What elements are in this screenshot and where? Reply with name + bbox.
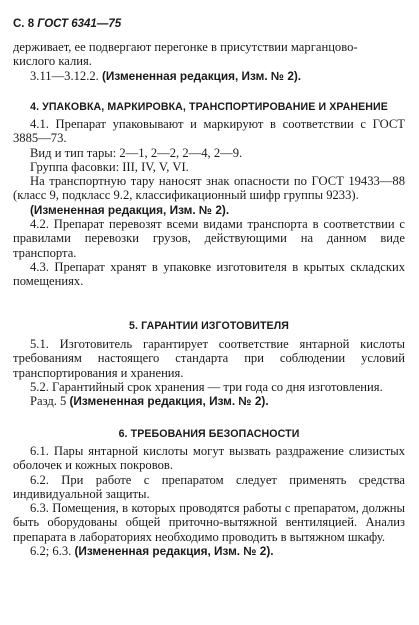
section-title: 5. ГАРАНТИИ ИЗГОТОВИТЕЛЯ [129, 320, 289, 332]
transport-mark: На транспортную тару наносят знак опасности по ГОСТ 19433—88 (класс 9, подкласс 9.2, классификационный шифр группы 9233). [13, 174, 405, 203]
page-number: С. 8 [13, 18, 35, 30]
amendment-label: (Измененная редакция, Изм. № 2). [74, 544, 274, 559]
section-title: 4. УПАКОВКА, МАРКИРОВКА, ТРАНСПОРТИРОВАНИЕ И ХРАНЕНИЕ [30, 101, 388, 113]
clause-5-2: 5.2. Гарантийный срок хранения — три года со дня изготовления. [30, 379, 383, 394]
clause-4-3: 4.3. Препарат хранят в упаковке изготовителя в крытых складских помещениях. [13, 259, 405, 289]
section-5-body [13, 337, 405, 408]
clause-ref: Разд. 5 [30, 394, 67, 409]
section-4-body [13, 117, 405, 289]
packing-group: Группа фасовки: III, IV, V, VI. [30, 159, 189, 174]
standard-code: ГОСТ 6341—75 [37, 18, 122, 30]
clause-ref: 3.11—3.12.2. [30, 68, 99, 83]
clause-4-2: 4.2. Препарат перевозят всеми видами транспорта в соответствии с правилами перевозки грузов, действующими на данном виде транспорта. [13, 217, 405, 260]
amendment-note [13, 394, 405, 408]
amendment-note: (Измененная редакция, Изм. № 2). [30, 202, 230, 217]
amendment-note [13, 544, 405, 558]
clause-6-3: 6.3. Помещения, в которых проводятся работы с препаратом, должны быть оборудованы общей приточно-вытяжной вентиляцией. Анализ препарата в лабораториях необходимо проводить в вытяжном шкафу. [13, 501, 405, 544]
section-6-body [13, 444, 405, 558]
clause-ref: 6.2; 6.3. [30, 544, 72, 559]
amendment-label: (Измененная редакция, Изм. № 2). [69, 394, 269, 409]
intro-line: держивает, ее подвергают перегонке в присутствии марганцово- [13, 40, 358, 54]
clause-6-2: 6.2. При работе с препаратом следует применять средства индивидуальной защиты. [13, 472, 405, 501]
running-header [13, 18, 121, 30]
clause-5-1: 5.1. Изготовитель гарантирует соответствие янтарной кислоты требованиям настоящего стандарта при соблюдении условий транспортирования и хранения. [13, 337, 405, 380]
amendment-label: (Измененная редакция, Изм. № 2). [101, 68, 302, 83]
intro-block [13, 40, 405, 83]
amendment-note [13, 69, 405, 83]
clause-4-1: 4.1. Препарат упаковывают и маркируют в соответствии с ГОСТ 3885—73. [13, 117, 405, 146]
intro-line: кислого калия. [13, 54, 92, 69]
tara-type: Вид и тип тары: 2—1, 2—2, 2—4, 2—9. [30, 145, 243, 160]
clause-6-1: 6.1. Пары янтарной кислоты могут вызвать раздражение слизистых оболочек и кожных покровов. [13, 444, 405, 473]
section-title: 6. ТРЕБОВАНИЯ БЕЗОПАСНОСТИ [118, 428, 300, 440]
